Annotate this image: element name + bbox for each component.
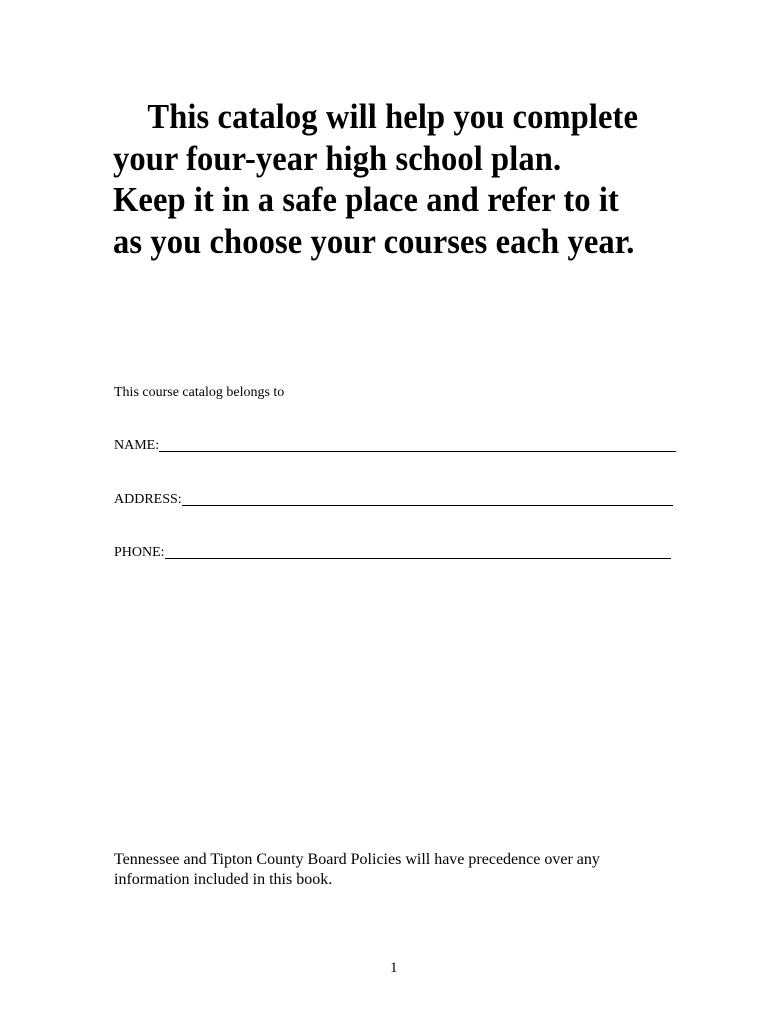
phone-field[interactable] — [114, 545, 671, 561]
address-fill-line[interactable] — [182, 493, 673, 506]
page-number: 1 — [390, 960, 398, 976]
phone-fill-line[interactable] — [165, 546, 671, 559]
name-label: NAME: — [114, 438, 160, 453]
address-label: ADDRESS: — [114, 492, 182, 507]
name-field[interactable] — [114, 438, 676, 454]
headline-line: your four-year high school plan. — [113, 138, 562, 178]
address-field[interactable] — [114, 492, 673, 508]
catalog-headline — [113, 96, 671, 262]
headline-line: as you choose your courses each year. — [113, 221, 635, 261]
policy-note: Tennessee and Tipton County Board Policies will have precedence over any information included in this book. — [114, 851, 600, 888]
phone-label: PHONE: — [114, 545, 165, 560]
headline-line: Keep it in a safe place and refer to it — [113, 180, 619, 219]
belongs-to-text: This course catalog belongs to — [114, 385, 285, 400]
headline-line: This catalog will help you complete — [147, 97, 639, 136]
name-fill-line[interactable] — [159, 439, 676, 452]
